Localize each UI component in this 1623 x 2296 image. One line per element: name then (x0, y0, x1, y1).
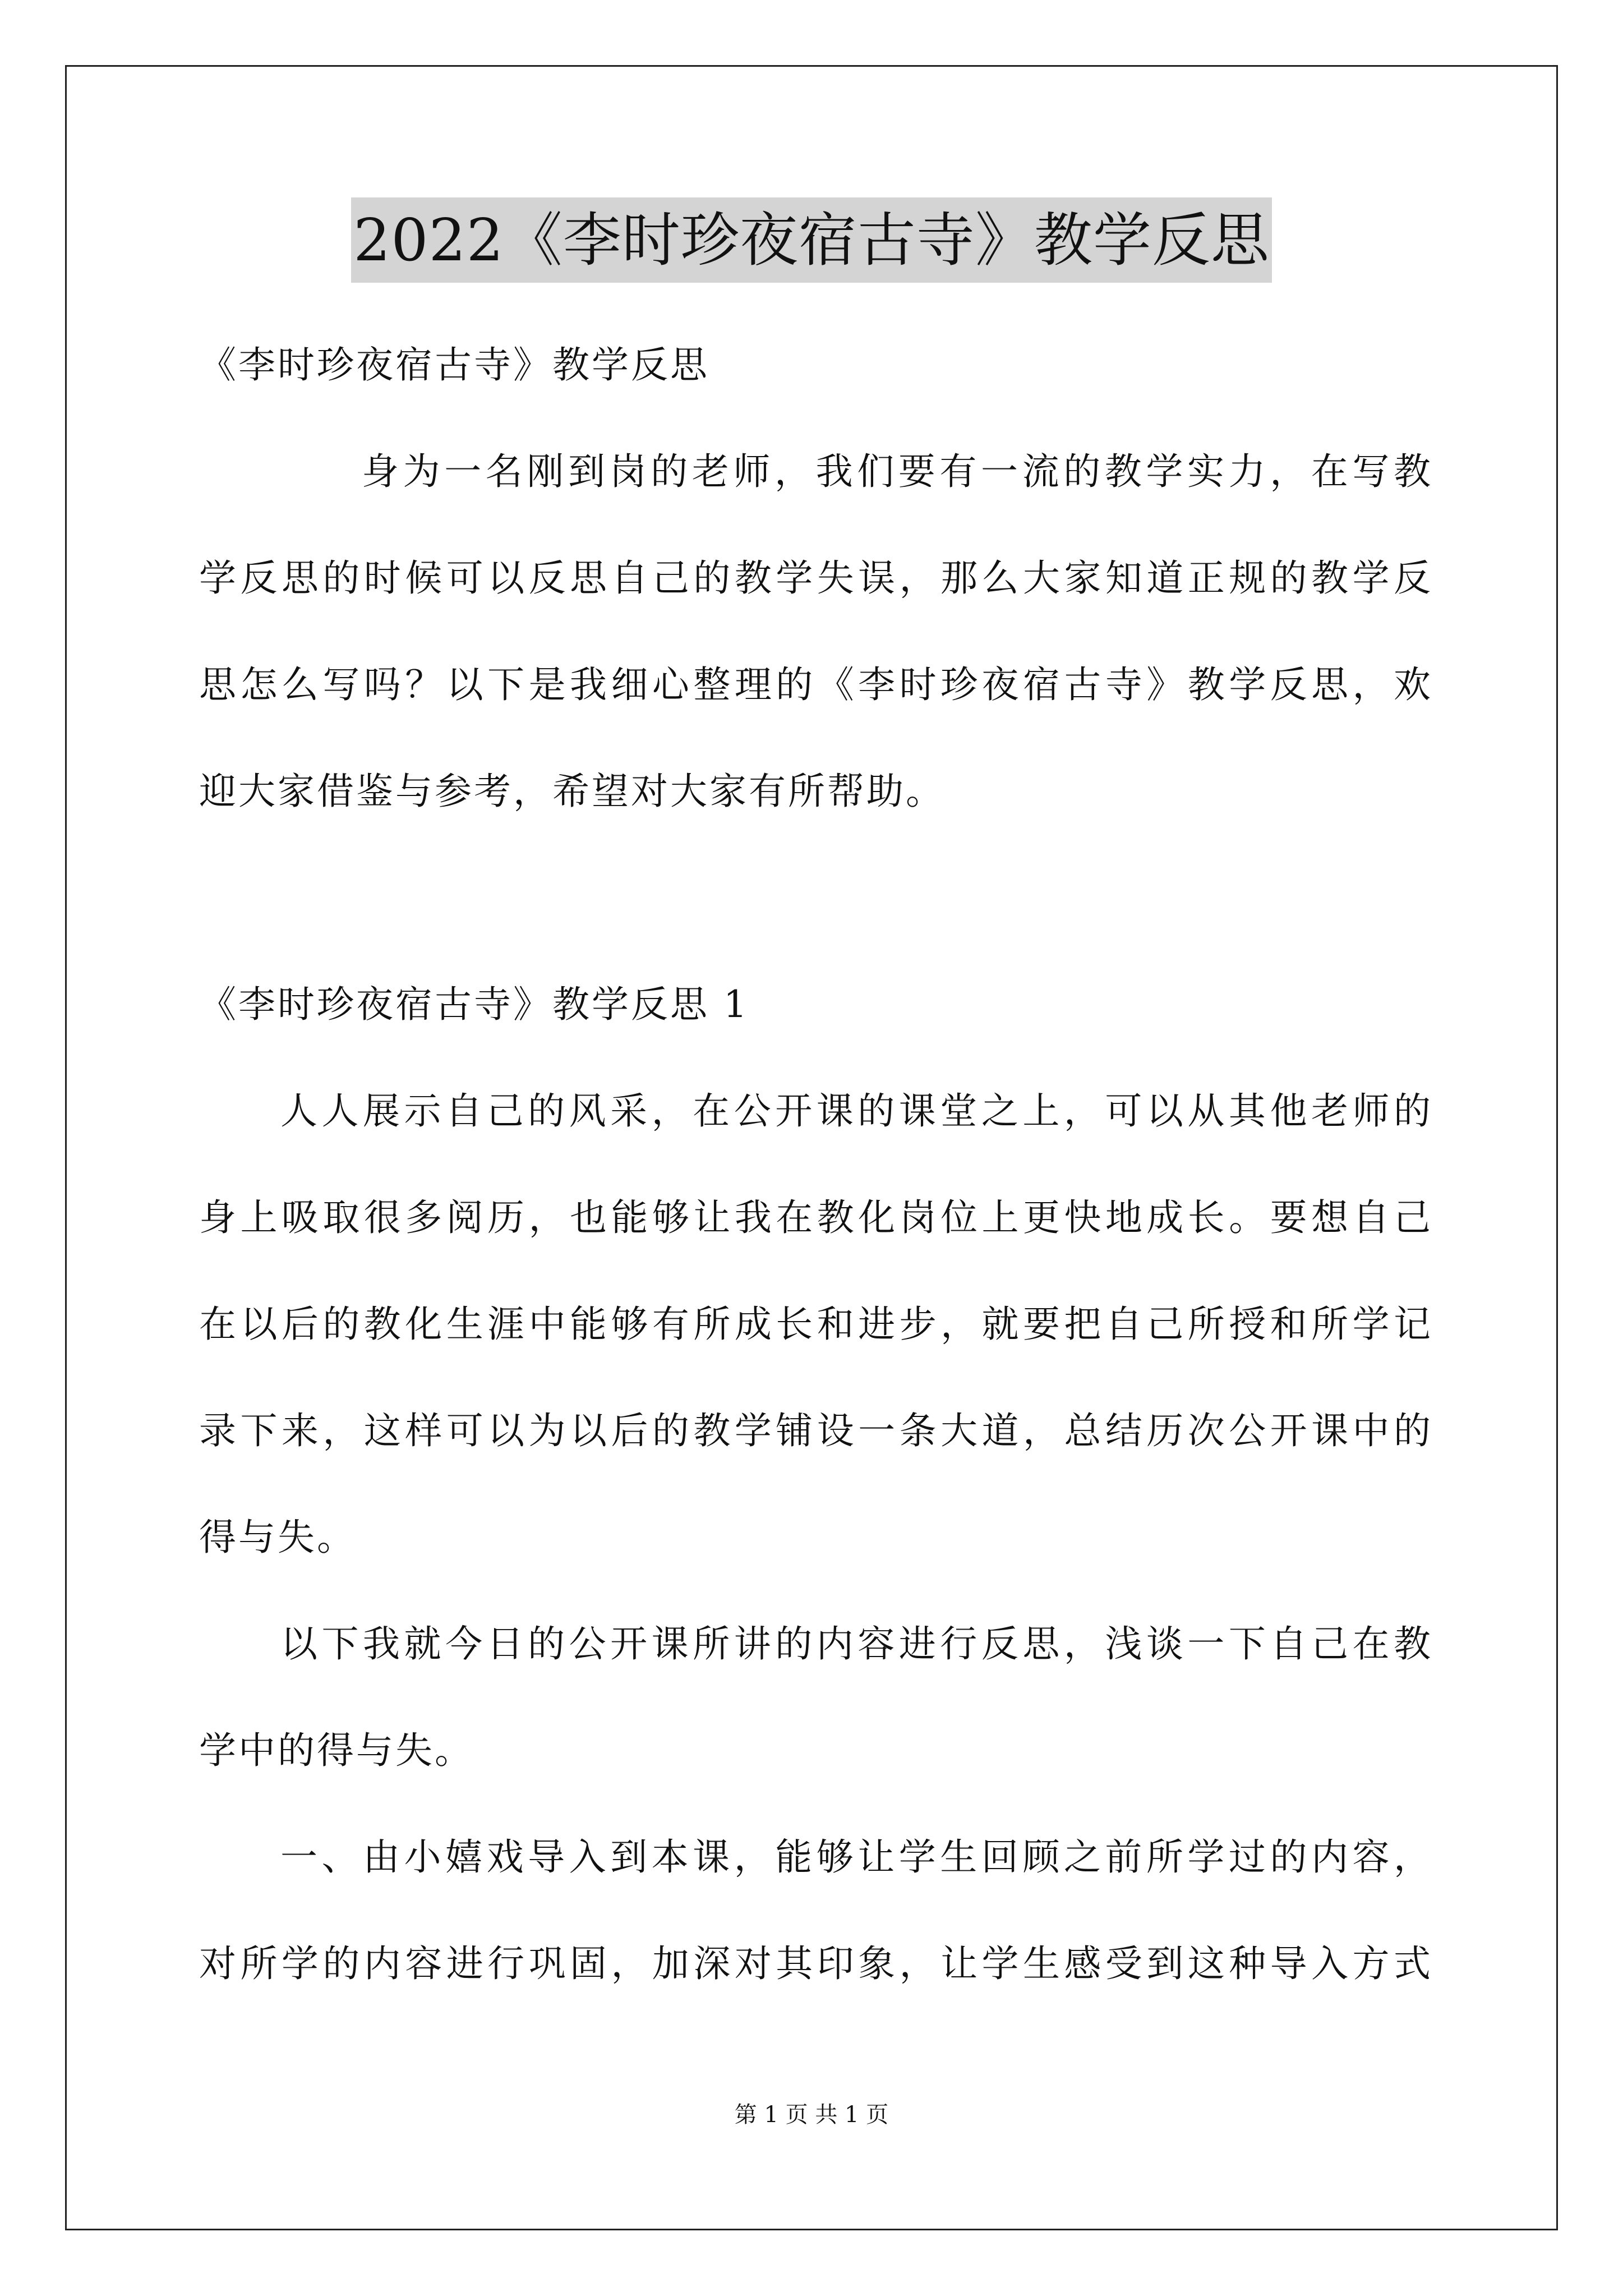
paragraph-line[interactable]: 人人展示自己的风采，在公开课的课堂之上，可以从其他老师的 (280, 1089, 1433, 1133)
document-title[interactable]: 2022《李时珍夜宿古寺》教学反思 (351, 197, 1272, 283)
intro-line[interactable]: 思怎么写吗？以下是我细心整理的《李时珍夜宿古寺》教学反思，欢 (199, 663, 1433, 706)
paragraph-line[interactable]: 以下我就今日的公开课所讲的内容进行反思，浅谈一下自己在教 (280, 1622, 1433, 1665)
title-block (0, 197, 1623, 283)
document-body (199, 312, 1433, 2017)
paragraph-line[interactable]: 对所学的内容进行巩固，加深对其印象，让学生感受到这种导入方式 (199, 1942, 1433, 1985)
section-heading[interactable]: 《李时珍夜宿古寺》教学反思 1 (199, 983, 749, 1026)
intro-line[interactable]: 迎大家借鉴与参考，希望对大家有所帮助。 (199, 770, 945, 813)
paragraph-line[interactable]: 得与失。 (199, 1516, 356, 1559)
paragraph-line[interactable]: 一、由小嬉戏导入到本课，能够让学生回顾之前所学过的内容， (280, 1835, 1433, 1879)
paragraph-line[interactable]: 录下来，这样可以为以后的教学铺设一条大道，总结历次公开课中的 (199, 1409, 1433, 1452)
page-footer: 第 1 页 共 1 页 (734, 2102, 889, 2128)
paragraph-line[interactable]: 身上吸取很多阅历，也能够让我在教化岗位上更快地成长。要想自己 (199, 1196, 1433, 1239)
intro-line[interactable]: 身为一名刚到岗的老师，我们要有一流的教学实力，在写教 (362, 450, 1433, 493)
document-subtitle[interactable]: 《李时珍夜宿古寺》教学反思 (199, 343, 709, 386)
paragraph-gap (199, 845, 1433, 951)
paragraph-line[interactable]: 在以后的教化生涯中能够有所成长和进步，就要把自己所授和所学记 (199, 1303, 1433, 1346)
paragraph-line[interactable]: 学中的得与失。 (199, 1729, 474, 1772)
intro-line[interactable]: 学反思的时候可以反思自己的教学失误，那么大家知道正规的教学反 (199, 556, 1433, 600)
